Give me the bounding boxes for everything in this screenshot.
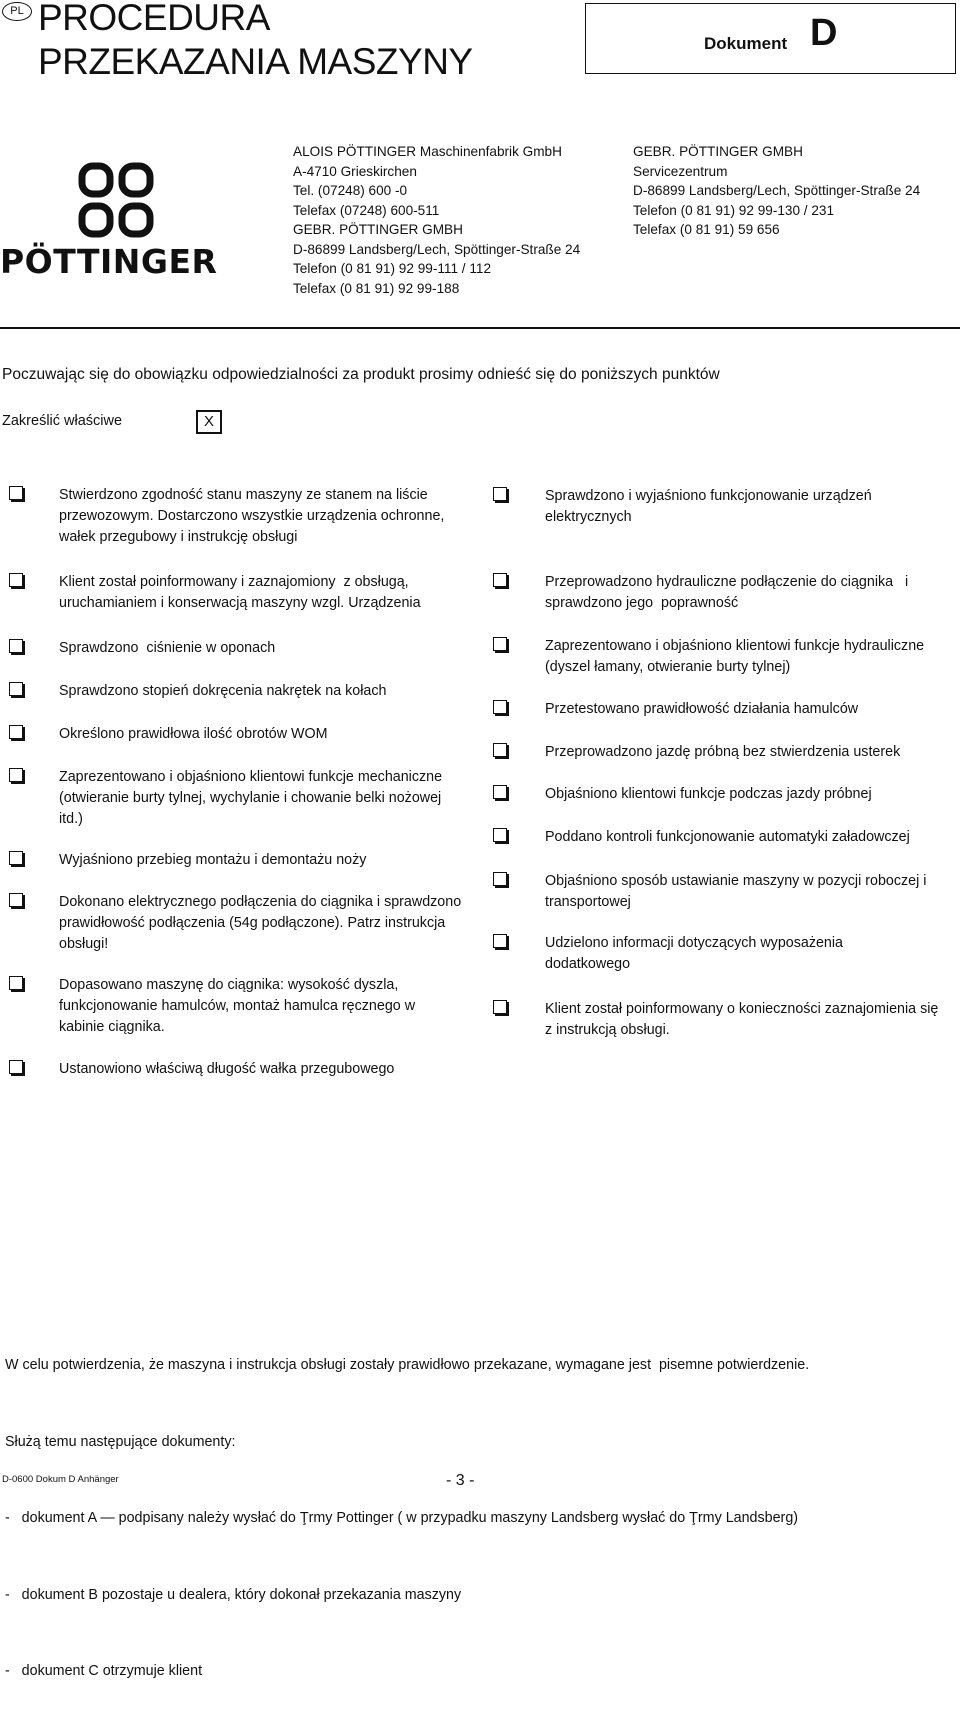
checklist-item-label: Sprawdzono ciśnienie w oponach [59,640,276,656]
address-line: A-4710 Grieskirchen [293,163,417,179]
checklist-item-label: Klient został poinformowany i zaznajomiony z obsługą, uruchamianiem i konserwacją maszyny wzgl. Urządzenia [59,574,421,611]
document-letter: D [810,12,838,54]
page-number: - 3 - [446,1472,475,1489]
checkbox[interactable] [493,872,507,886]
checklist-item-label: Sprawdzono i wyjaśniono funkcjonowanie urządzeń elektrycznych [545,488,872,525]
address-line: Tel. (07248) 600 -0 [293,183,408,198]
address-line: Servicezentrum [633,163,728,179]
checkbox[interactable] [9,893,23,907]
address-line: GEBR. PÖTTINGER GMBH [293,222,463,237]
document-label: Dokument [704,34,788,53]
checkbox[interactable] [493,487,507,501]
intro-text: Poczuwając się do obowiązku odpowiedzialności za produkt prosimy odnieść się do poniższych punktów [2,366,720,383]
pottinger-logo-icon [78,162,154,238]
checklist-item-label: Udzielono informacji dotyczących wyposażenia dodatkowego [545,935,843,972]
checklist-item-label: Wyjaśniono przebieg montażu i demontażu noży [59,852,367,868]
document-bullet: - dokument C otrzymuje klient [5,1663,203,1679]
checklist-item-label: Przeprowadzono jazdę próbną bez stwierdzenia usterek [545,744,901,760]
document-id-box [585,3,956,74]
address-line: Telefon (0 81 91) 92 99-111 / 112 [293,261,492,276]
confirmation-notes [5,1302,809,1710]
checkbox[interactable] [9,768,23,782]
mark-example-box: X [196,410,222,434]
page-title [38,0,473,84]
checklist-item-label: Zaprezentowano i objaśniono klientowi funkcje hydrauliczne (dyszel łamany, otwieranie burty tylnej) [545,638,925,675]
checkbox[interactable] [9,1060,23,1074]
checklist-item-label: Objaśniono klientowi funkcje podczas jazdy próbnej [545,786,872,802]
pottinger-logo-text: PÖTTINGER [0,242,218,281]
checkbox[interactable] [9,486,23,500]
language-badge: PL [2,2,32,21]
address-line: Telefon (0 81 91) 92 99-130 / 231 [633,202,835,218]
address-line: Telefax (07248) 600-511 [293,202,440,218]
address-line: Telefax (0 81 91) 92 99-188 [293,280,460,296]
address-line: D-86899 Landsberg/Lech, Spöttinger-Straße 24 [293,241,581,257]
checkbox[interactable] [9,639,23,653]
checkbox[interactable] [9,573,23,587]
address-line: Telefax (0 81 91) 59 656 [633,222,780,237]
checkbox[interactable] [9,725,23,739]
checklist-item-label: Określono prawidłowa ilość obrotów WOM [59,726,328,742]
checkbox[interactable] [493,573,507,587]
checkbox[interactable] [493,934,507,948]
checklist-item-label: Przeprowadzono hydrauliczne podłączenie do ciągnika i sprawdzono jego poprawność [545,574,909,611]
address-line: D-86899 Landsberg/Lech, Spöttinger-Straße 24 [633,183,921,198]
checklist-item-label: Poddano kontroli funkcjonowanie automatyki załadowczej [545,829,910,845]
checklist-item-label: Dopasowano maszynę do ciągnika: wysokość dyszla, funkcjonowanie hamulców, montaż hamulca ręcznego w kabinie ciągnika. [59,977,416,1035]
checkbox[interactable] [493,743,507,757]
address-block-right [633,142,920,240]
checklist-item-label: Objaśniono sposób ustawianie maszyny w pozycji roboczej i transportowej [545,873,927,910]
checkbox[interactable] [493,1000,507,1014]
header-divider [0,327,960,329]
checklist-item-label: Zaprezentowano i objaśniono klientowi funkcje mechaniczne (otwieranie burty tylnej, wychylanie i chowanie belki nożowej itd.) [59,769,443,827]
mark-instruction-label: Zakreślić właściwe [2,413,123,429]
checklist-item-label: Sprawdzono stopień dokręcenia nakrętek na kołach [59,683,387,699]
checkbox[interactable] [9,851,23,865]
checklist-item-label: Stwierdzono zgodność stanu maszyny ze stanem na liście przewozowym. Dostarczono wszystkie urządzenia ochronne, wałek przegubowy i instrukcję obsługi [59,487,445,545]
checkbox[interactable] [493,637,507,651]
title-line-1: PROCEDURA [38,0,270,38]
checklist-item-label: Klient został poinformowany o konieczności zaznajomienia się z instrukcją obsługi. [545,1001,939,1038]
checkbox[interactable] [493,785,507,799]
confirmation-line-1: W celu potwierdzenia, że maszyna i instrukcja obsługi zostały prawidłowo przekazane, wymagane jest pisemne potwierdzenie. [5,1357,810,1373]
document-code: D-0600 Dokum D Anhänger [2,1474,119,1485]
confirmation-line-2: Służą temu następujące dokumenty: [5,1433,236,1450]
title-line-2: PRZEKAZANIA MASZYNY [38,41,473,82]
checklist-item-label: Dokonano elektrycznego podłączenia do ciągnika i sprawdzono prawidłowość podłączenia (54g podłączone). Patrz instrukcja obsługi! [59,894,462,952]
address-line: GEBR. PÖTTINGER GMBH [633,144,803,159]
checkbox[interactable] [493,828,507,842]
checklist-item-label: Przetestowano prawidłowość działania hamulców [545,701,859,717]
document-bullet: - dokument B pozostaje u dealera, który dokonał przekazania maszyny [5,1586,462,1603]
checkbox[interactable] [9,976,23,990]
address-block-left [293,142,580,298]
checklist-item-label: Ustanowiono właściwą długość wałka przegubowego [59,1061,395,1077]
document-bullet: - dokument A — podpisany należy wysłać do Ţrmy Pottinger ( w przypadku maszyny Landsberg wysłać do Ţrmy Landsberg) [5,1510,799,1526]
address-line: ALOIS PÖTTINGER Maschinenfabrik GmbH [293,144,562,159]
checkbox[interactable] [493,700,507,714]
checkbox[interactable] [9,682,23,696]
